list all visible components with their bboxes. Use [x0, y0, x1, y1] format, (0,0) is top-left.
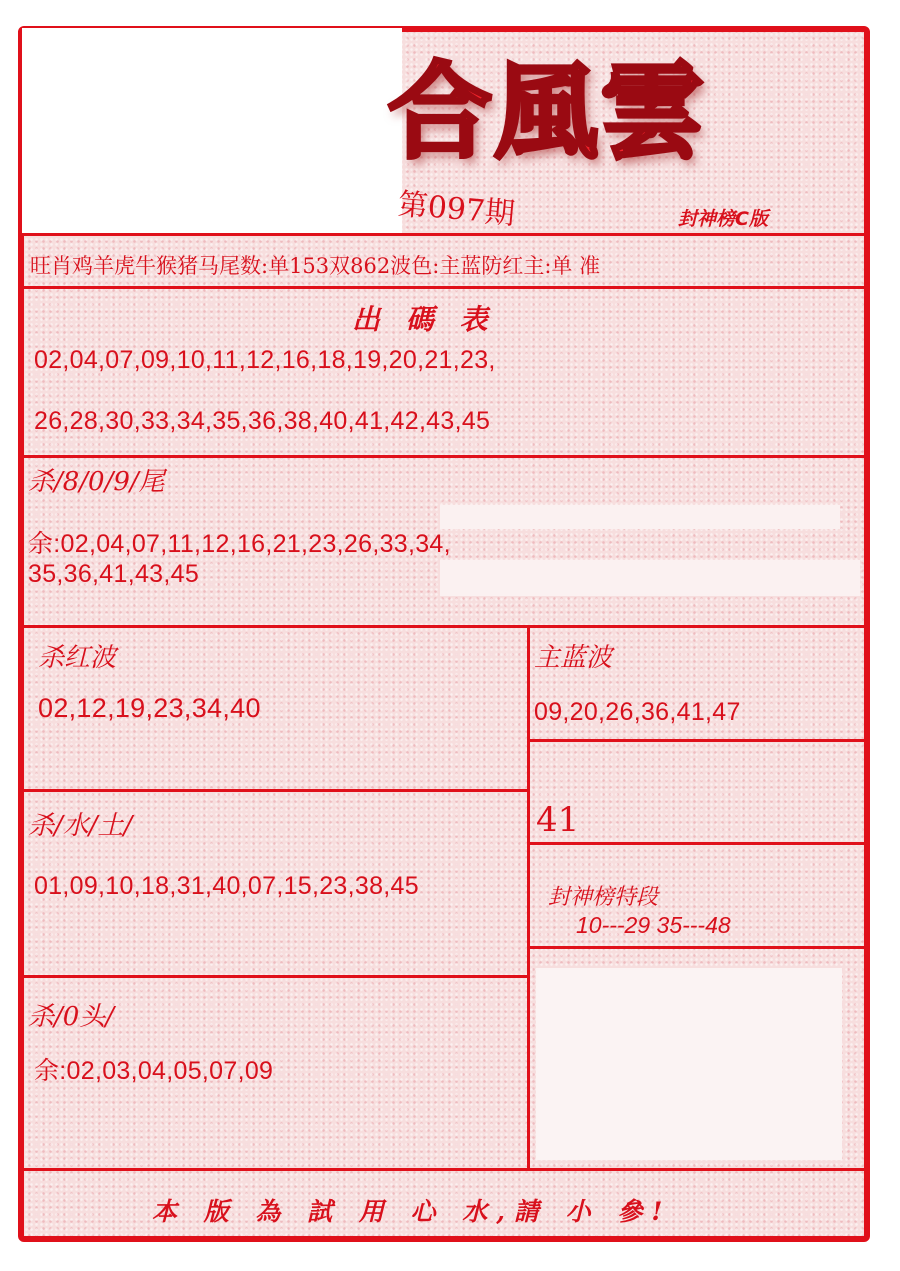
- summary-line: 旺肖鸡羊虎牛猴猪马尾数:单153双862波色:主蓝防红主:单 准: [30, 254, 601, 278]
- special-range-heading: 封神榜特段: [548, 885, 659, 910]
- kill-red-heading: 杀红波: [38, 643, 117, 673]
- number-table-line-2: 26,28,30,33,34,35,36,38,40,41,42,43,45: [34, 407, 491, 435]
- divider-line: [22, 625, 866, 628]
- divider-line: [22, 286, 866, 289]
- issue-number: 第097期: [396, 186, 517, 233]
- kill-head-heading: 杀/0头/: [28, 1002, 115, 1032]
- blank-patch: [536, 968, 842, 1160]
- divider-line: [22, 455, 866, 458]
- kill-element-numbers: 01,09,10,18,31,40,07,15,23,38,45: [34, 872, 419, 900]
- special-range-values: 10---29 35---48: [576, 912, 731, 938]
- divider-line: [22, 1168, 866, 1171]
- kill-red-numbers: 02,12,19,23,34,40: [38, 693, 261, 723]
- blank-patch: [440, 560, 860, 596]
- masthead-title: 合風雲: [388, 50, 707, 173]
- footer-note: 本 版 為 試 用 心 水,請 小 參!: [152, 1197, 672, 1226]
- kill-tail-heading: 杀/8/0/9/尾: [28, 467, 165, 497]
- number-table-heading: 出 碼 表: [352, 303, 496, 336]
- divider-line: [22, 975, 530, 978]
- main-blue-heading: 主蓝波: [534, 643, 613, 673]
- kill-tail-line-2: 35,36,41,43,45: [28, 560, 200, 588]
- divider-line: [528, 739, 866, 742]
- blank-patch: [440, 505, 840, 529]
- kill-head-numbers: 余:02,03,04,05,07,09: [34, 1057, 274, 1085]
- divider-line: [528, 842, 866, 845]
- main-blue-numbers: 09,20,26,36,41,47: [534, 698, 741, 726]
- kill-element-heading: 杀/水/土/: [28, 811, 133, 841]
- divider-line: [528, 946, 866, 949]
- header-blank-box: [22, 28, 402, 233]
- divider-line: [527, 625, 530, 1170]
- divider-line: [22, 789, 530, 792]
- edition-label: 封神榜C版: [678, 208, 768, 230]
- kill-tail-line-1: 余:02,04,07,11,12,16,21,23,26,33,34,: [28, 530, 451, 558]
- divider-line: [22, 233, 866, 236]
- number-table-line-1: 02,04,07,09,10,11,12,16,18,19,20,21,23,: [34, 346, 496, 374]
- single-number: 41: [536, 800, 580, 840]
